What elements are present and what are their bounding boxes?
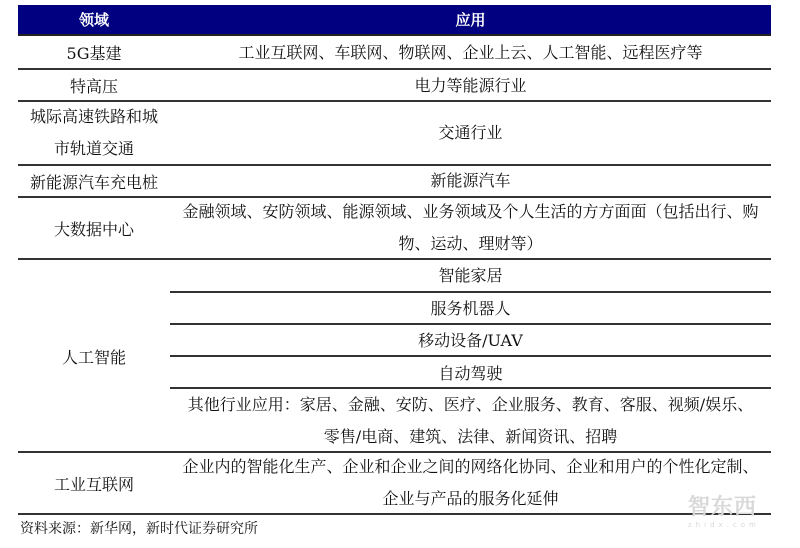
- sub-divider: [170, 355, 771, 357]
- table-row: [18, 166, 771, 196]
- application-cell: 其他行业应用：家居、金融、安防、医疗、企业服务、教育、客服、视频/娱乐、零售/电商、建筑、法律、新闻资讯、招聘: [187, 395, 754, 446]
- application-cell: 服务机器人: [430, 298, 511, 318]
- domain-cell: [18, 102, 170, 164]
- domain-cell: 工业互联网: [53, 474, 134, 494]
- sub-divider: [170, 291, 771, 293]
- application-cell: 电力等能源行业: [414, 75, 527, 95]
- domain-cell: 新能源汽车充电桩: [29, 172, 158, 192]
- sub-divider: [170, 323, 771, 325]
- application-cell: 金融领域、安防领域、能源领域、业务领域及个人生活的方方面面（包括出行、购物、运动、理财等）: [182, 202, 759, 253]
- table-row: [18, 102, 771, 164]
- application-cell: 交通行业: [438, 123, 503, 142]
- table-header: [18, 5, 771, 36]
- application-cell: 新能源汽车: [430, 171, 511, 190]
- application-cell: 智能家居: [438, 266, 503, 286]
- source-note: 资料来源：新华网，新时代证券研究所: [20, 521, 258, 537]
- table-row: [18, 198, 771, 258]
- header-application: 应用: [455, 10, 486, 29]
- domain-cell: 5G基建: [66, 44, 122, 63]
- watermark-logo: 智东西: [688, 495, 758, 520]
- application-cell: 企业内的智能化生产、企业和企业之间的网络化协同、企业和用户的个性化定制、企业与产品的服务化延伸: [182, 457, 759, 508]
- table-row: [18, 36, 771, 69]
- table-row: [18, 453, 771, 513]
- domain-line: 市轨道交通: [53, 139, 134, 158]
- application-cell: 工业互联网、车联网、物联网、企业上云、人工智能、远程医疗等: [238, 42, 703, 62]
- domain-cell: 大数据中心: [53, 219, 134, 239]
- domain-cell: 人工智能: [61, 347, 126, 367]
- sub-divider: [170, 387, 771, 389]
- table-bottom-rule: [18, 513, 771, 515]
- header-domain: 领域: [78, 11, 109, 29]
- domain-line: 城际高速铁路和城: [29, 107, 158, 126]
- watermark-url: zhidx.com: [688, 521, 760, 529]
- watermark: [688, 490, 760, 529]
- domain-cell: 特高压: [69, 77, 118, 96]
- application-cell: 自动驾驶: [438, 363, 503, 383]
- application-cell: 移动设备/UAV: [418, 331, 523, 351]
- table-row: [18, 70, 771, 101]
